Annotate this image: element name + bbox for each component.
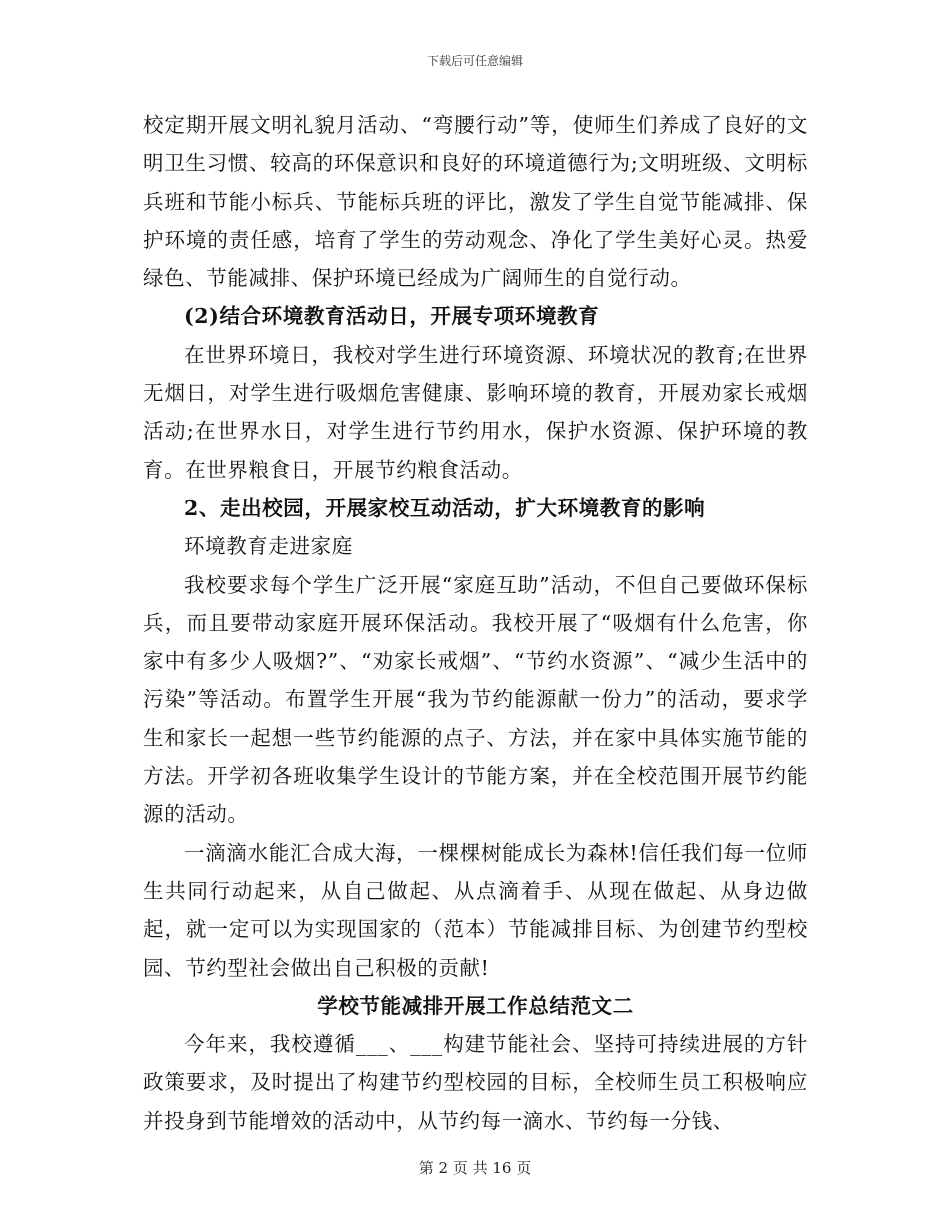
document-body [143, 106, 808, 1140]
section-heading: (2)结合环境教育活动日，开展专项环境教育 [184, 304, 600, 329]
body-paragraph: 我校要求每个学生广泛开展“家庭互助”活动，不但自己要做环保标兵，而且要带动家庭开展环保活动。我校开展了“吸烟有什么危害，你家中有多少人吸烟?”、“劝家长戒烟”、“节约水资源”、“减少生活中的污染”等活动。布置学生开展“我为节约能源献一份力”的活动，要求学生和家长一起想一些节约能源的点子、方法，并在家中具体实施节能的方法。开学初各班收集学生设计的节能方案，并在全校范围开展节约能源的活动。 [143, 572, 808, 827]
article-title: 学校节能减排开展工作总结范文二 [317, 993, 634, 1018]
page-header: 下载后可任意编辑 [426, 54, 523, 68]
body-paragraph: 一滴滴水能汇合成大海，一棵棵树能成长为森林!信任我们每一位师生共同行动起来，从自己做起、从点滴着手、从现在做起、从身边做起，就一定可以为实现国家的（范本）节能减排目标、为创建节约型校园、节约型社会做出自己积极的贡献! [143, 840, 808, 980]
section-heading: 2、走出校园，开展家校互动活动，扩大环境教育的影响 [184, 495, 706, 520]
body-paragraph: 校定期开展文明礼貌月活动、“弯腰行动”等，使师生们养成了良好的文明卫生习惯、较高的环保意识和良好的环境道德行为;文明班级、文明标兵班和节能小标兵、节能标兵班的评比，激发了学生自觉节能减排、保护环境的责任感，培育了学生的劳动观念、净化了学生美好心灵。热爱绿色、节能减排、保护环境已经成为广阔师生的自觉行动。 [143, 113, 808, 291]
body-paragraph: 今年来，我校遵循___、___构建节能社会、坚持可持续进展的方针政策要求，及时提出了构建节约型校园的目标，全校师生员工积极响应并投身到节能增效的活动中，从节约每一滴水、节约每一分钱、 [143, 1032, 808, 1133]
subsection-heading: 环境教育走进家庭 [184, 534, 353, 559]
page-footer: 第 2 页 共 16 页 [418, 1159, 532, 1177]
body-paragraph: 在世界环境日，我校对学生进行环境资源、环境状况的教育;在世界无烟日，对学生进行吸烟危害健康、影响环境的教育，开展劝家长戒烟活动;在世界水日，对学生进行节约用水，保护水资源、保护环境的教育。在世界粮食日，开展节约粮食活动。 [143, 342, 808, 482]
